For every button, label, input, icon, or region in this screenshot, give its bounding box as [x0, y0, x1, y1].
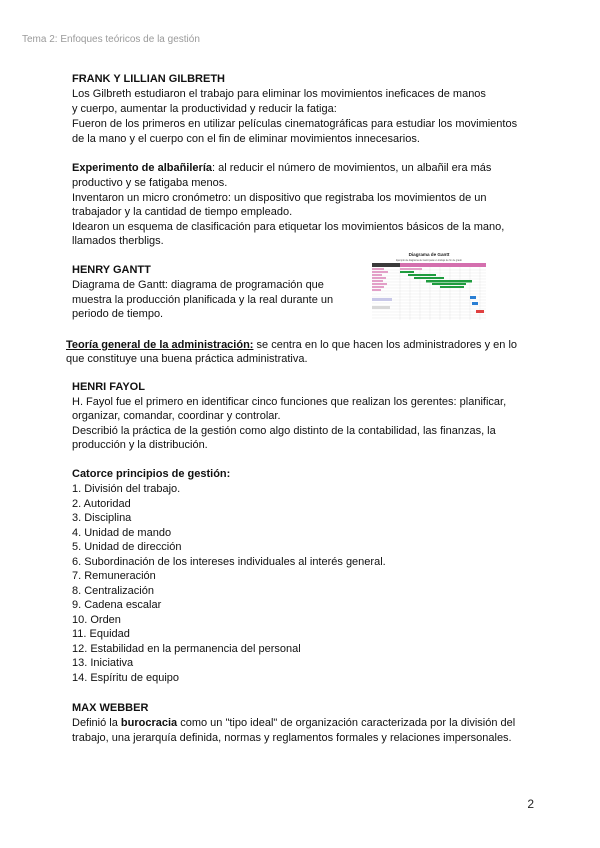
principio-item: 14. Espíritu de equipo: [72, 672, 180, 684]
fayol-line: producción y la distribución.: [72, 439, 208, 451]
experiment-line: Inventaron un micro cronómetro: un dispositivo que registraba los movimientos de un: [72, 192, 487, 204]
gantt-line: Diagrama de Gantt: diagrama de programación que: [72, 279, 324, 291]
gantt-header-left: [372, 263, 400, 267]
teoria-title: Teoría general de la administración:: [66, 339, 254, 351]
gantt-chart-image: [370, 250, 488, 325]
fayol-title: HENRI FAYOL: [72, 381, 145, 393]
gantt-image-title: Diagrama de Gantt: [408, 252, 450, 257]
principio-item: 8. Centralización: [72, 585, 154, 597]
weber-line: [72, 716, 515, 731]
principio-item: 6. Subordinación de los intereses individuales al interés general.: [72, 556, 386, 568]
experiment-line: llamados therbligs.: [72, 235, 164, 247]
gilbreth-title: FRANK Y LILLIAN GILBRETH: [72, 73, 225, 85]
principio-item: 9. Cadena escalar: [72, 599, 162, 611]
fayol-line: H. Fayol fue el primero en identificar cinco funciones que realizan los gerentes: planificar,: [72, 396, 507, 408]
gantt-line: periodo de tiempo.: [72, 308, 164, 320]
teoria-line: [66, 338, 517, 353]
principios-title: Catorce principios de gestión:: [72, 468, 231, 480]
weber-title: MAX WEBBER: [72, 702, 149, 714]
gilbreth-line: Fueron de los primeros en utilizar películas cinematográficas para estudiar los movimientos: [72, 118, 518, 130]
principio-item: 7. Remuneración: [72, 570, 156, 582]
experiment-title: Experimento de albañilería: [72, 162, 212, 174]
experiment-line: Idearon un esquema de clasificación para etiquetar los movimientos básicos de la mano,: [72, 221, 505, 233]
principio-item: 5. Unidad de dirección: [72, 541, 182, 553]
principio-item: 12. Estabilidad en la permanencia del personal: [72, 643, 301, 655]
gantt-image-subtitle: Ejemplo de diagrama de Gantt para un trabajo de fin de grado: [396, 259, 462, 262]
running-header: Tema 2: Enfoques teóricos de la gestión: [22, 34, 200, 45]
weber-text: como un "tipo ideal" de organización caracterizada por la división del: [177, 717, 516, 729]
principio-item: 1. División del trabajo.: [72, 483, 181, 495]
gilbreth-line: y cuerpo, aumentar la productividad y reducir la fatiga:: [72, 103, 337, 115]
weber-burocracia: burocracia: [120, 717, 178, 729]
experiment-text: : al reducir el número de movimientos, un albañil era más: [212, 162, 492, 174]
principio-item: 2. Autoridad: [72, 498, 131, 510]
weber-line: trabajo, una jerarquía definida, normas y reglamentos formales y relaciones impersonales.: [72, 732, 512, 744]
principio-item: 4. Unidad de mando: [72, 527, 172, 539]
experiment-line: [72, 161, 491, 176]
teoria-text: se centra en lo que hacen los administradores y en lo: [253, 339, 518, 351]
principio-item: 13. Iniciativa: [72, 657, 134, 669]
principio-item: 3. Disciplina: [72, 512, 132, 524]
experiment-line: productivo y se fatigaba menos.: [72, 177, 228, 189]
weber-text: Definió la: [72, 717, 121, 729]
gantt-title: HENRY GANTT: [72, 264, 151, 276]
gilbreth-line: de la mano y el cuerpo con el fin de eliminar movimientos innecesarios.: [72, 133, 420, 145]
fayol-line: organizar, comandar, coordinar y controlar.: [72, 410, 281, 422]
principio-item: 10. Orden: [72, 614, 121, 626]
gantt-line: muestra la producción planificada y la real durante un: [72, 294, 334, 306]
page-number: 2: [527, 797, 534, 811]
fayol-line: Describió la práctica de la gestión como algo distinto de la contabilidad, las finanzas, la: [72, 425, 496, 437]
teoria-line: que constituye una buena práctica administrativa.: [66, 353, 308, 365]
principio-item: 11. Equidad: [72, 628, 130, 640]
gantt-header-right: [400, 263, 486, 267]
experiment-line: trabajador y la cantidad de tiempo empleado.: [72, 206, 293, 218]
gilbreth-line: Los Gilbreth estudiaron el trabajo para eliminar los movimientos ineficaces de manos: [72, 88, 486, 100]
